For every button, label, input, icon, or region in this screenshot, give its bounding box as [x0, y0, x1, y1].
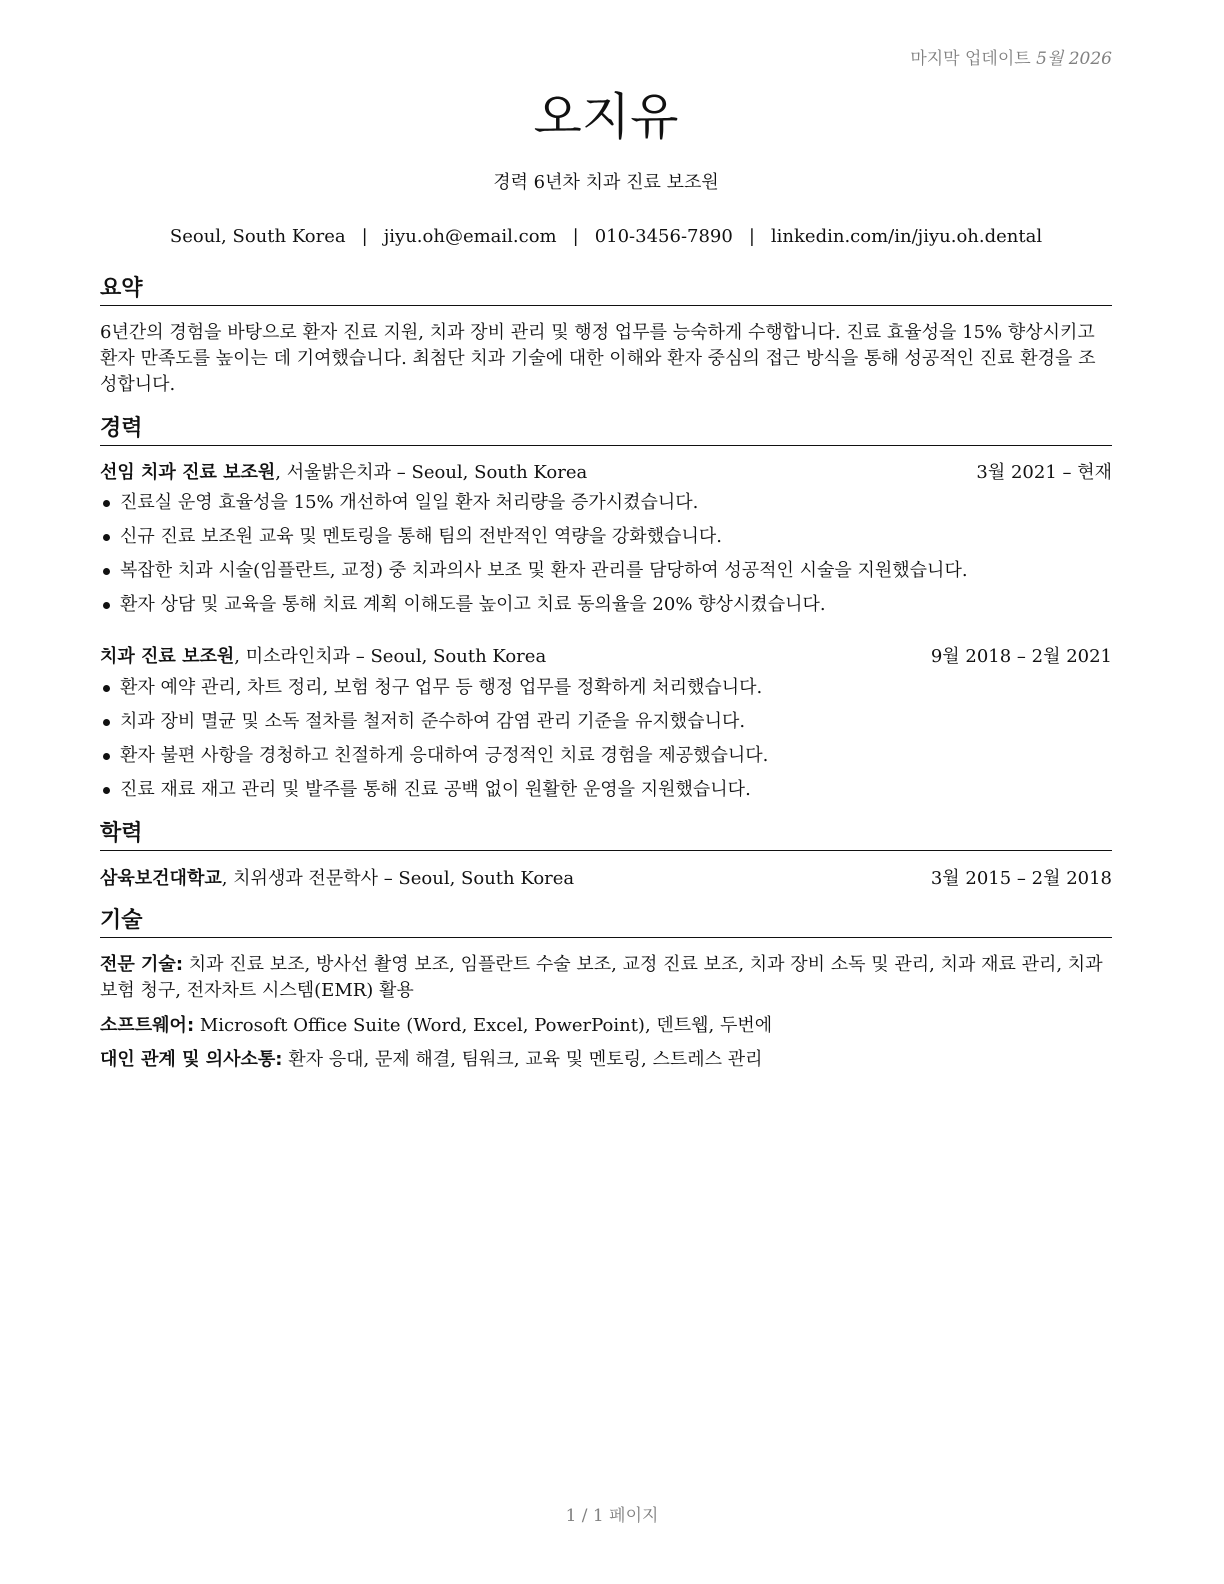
list-item [100, 671, 1112, 705]
bullet-icon [103, 602, 110, 609]
skill-line-interpersonal [100, 1047, 1112, 1073]
contact-phone: 010-3456-7890 [594, 226, 733, 247]
bullet-text: 복잡한 치과 시술(임플란트, 교정) 중 치과의사 보조 및 환자 관리를 담당하여 성공적인 시술을 지원했습니다. [120, 560, 968, 581]
job-role: 치과 진료 보조원 [100, 646, 235, 667]
last-updated-label: 마지막 업데이트 [910, 49, 1031, 69]
contact-location: Seoul, South Korea [169, 226, 346, 247]
list-item [100, 705, 1112, 739]
bullet-text: 치과 장비 멸균 및 소독 절차를 철저히 준수하여 감염 관리 기준을 유지했습니다. [120, 711, 746, 732]
contact-line [100, 224, 1112, 250]
school-name: 삼육보건대학교 [100, 868, 222, 889]
bullet-icon [103, 787, 110, 794]
contact-separator: | [361, 226, 368, 247]
list-item [100, 739, 1112, 773]
contact-separator: | [748, 226, 755, 247]
page-number: 1 / 1 페이지 [565, 1506, 659, 1526]
job-bullets-2 [100, 671, 1112, 807]
candidate-name: 오지유 [533, 88, 679, 146]
bullet-icon [103, 719, 110, 726]
education-entry [100, 866, 1112, 892]
bullet-text: 환자 예약 관리, 차트 정리, 보험 청구 업무 등 행정 업무를 정확하게 처리했습니다. [120, 677, 763, 698]
contact-email[interactable]: jiyu.oh@email.com [383, 226, 557, 247]
education-heading: 학력 [100, 819, 1112, 851]
skills-heading: 기술 [100, 906, 1112, 938]
skill-text: 치과 진료 보조, 방사선 촬영 보조, 임플란트 수술 보조, 교정 진료 보조, 치과 장비 소독 및 관리, 치과 재료 관리, 치과 보험 청구, 전자차트 시스템(EMR) 활용 [100, 954, 1103, 1001]
bullet-text: 진료실 운영 효율성을 15% 개선하여 일일 환자 처리량을 증가시켰습니다. [120, 492, 699, 513]
school-detail: , 치위생과 전문학사 – Seoul, South Korea [221, 868, 575, 889]
list-item [100, 554, 1112, 588]
skill-label: 전문 기술: [100, 954, 184, 975]
bullet-icon [103, 534, 110, 541]
education-dates: 3월 2015 – 2월 2018 [930, 868, 1112, 889]
contact-separator: | [572, 226, 579, 247]
skill-line-software [100, 1013, 1112, 1039]
experience-heading: 경력 [100, 414, 1112, 446]
skill-label: 대인 관계 및 의사소통: [100, 1049, 283, 1070]
summary-heading: 요약 [100, 274, 1112, 306]
skill-label: 소프트웨어: [100, 1015, 195, 1036]
bullet-text: 환자 상담 및 교육을 통해 치료 계획 이해도를 높이고 치료 동의율을 20% 향상시켰습니다. [120, 594, 826, 615]
last-updated-date: 5월 2026 [1036, 49, 1112, 69]
job-bullets-1 [100, 486, 1112, 622]
skill-text: 환자 응대, 문제 해결, 팀워크, 교육 및 멘토링, 스트레스 관리 [282, 1049, 763, 1070]
job-dates: 9월 2018 – 2월 2021 [930, 646, 1112, 667]
list-item [100, 588, 1112, 622]
skill-line-professional [100, 952, 1112, 1004]
bullet-icon [103, 500, 110, 507]
skill-text: Microsoft Office Suite (Word, Excel, PowerPoint), 덴트웹, 두번에 [194, 1015, 773, 1036]
candidate-headline: 경력 6년차 치과 진료 보조원 [493, 172, 719, 193]
job-org: , 서울밝은치과 – Seoul, South Korea [275, 462, 588, 483]
job-role: 선임 치과 진료 보조원 [100, 462, 276, 483]
bullet-text: 신규 진료 보조원 교육 및 멘토링을 통해 팀의 전반적인 역량을 강화했습니다. [120, 526, 722, 547]
job-header-2 [100, 644, 1112, 670]
list-item [100, 486, 1112, 520]
bullet-icon [103, 568, 110, 575]
bullet-text: 환자 불편 사항을 경청하고 친절하게 응대하여 긍정적인 치료 경험을 제공했습니다. [120, 745, 769, 766]
last-updated [910, 44, 1112, 69]
contact-linkedin[interactable]: linkedin.com/in/jiyu.oh.dental [770, 226, 1043, 247]
bullet-icon [103, 685, 110, 692]
summary-text: 6년간의 경험을 바탕으로 환자 진료 지원, 치과 장비 관리 및 행정 업무를 능숙하게 수행합니다. 진료 효율성을 15% 향상시키고 환자 만족도를 높이는 데 기여했습니다. 최첨단 치과 기술에 대한 이해와 환자 중심의 접근 방식을 통해 성공적인 진료 환경을 조성합니다. [100, 322, 1096, 395]
job-header-1 [100, 460, 1112, 486]
bullet-text: 진료 재료 재고 관리 및 발주를 통해 진료 공백 없이 원활한 운영을 지원했습니다. [120, 779, 751, 800]
list-item [100, 773, 1112, 807]
job-dates: 3월 2021 – 현재 [976, 462, 1112, 483]
bullet-icon [103, 753, 110, 760]
list-item [100, 520, 1112, 554]
job-org: , 미소라인치과 – Seoul, South Korea [234, 646, 547, 667]
